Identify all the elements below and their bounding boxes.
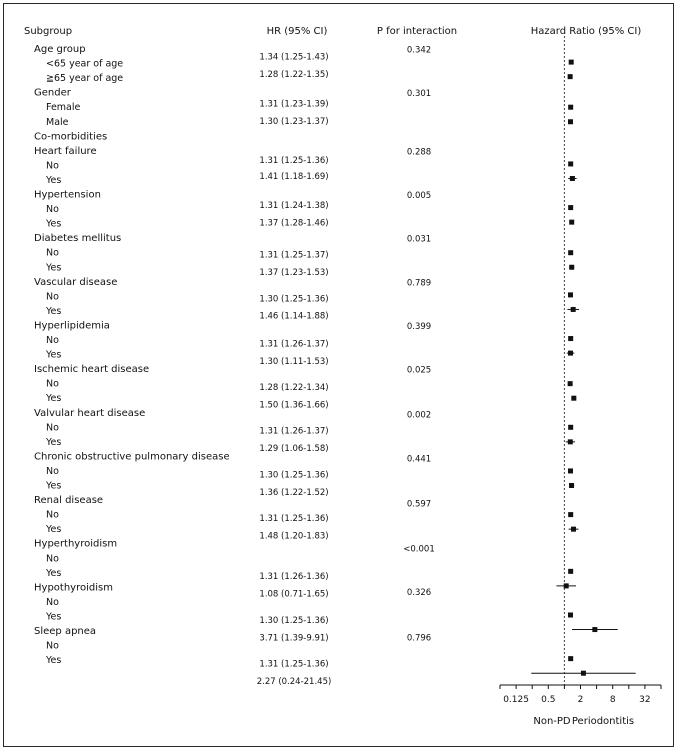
- subgroup-label: Yes: [46, 567, 62, 579]
- hr-point-marker: [569, 265, 574, 270]
- subgroup-label: ≧65 year of age: [46, 73, 124, 85]
- hr-ci-value: 1.30 (1.25-1.36): [259, 615, 329, 626]
- p-interaction-value: 0.441: [406, 454, 432, 465]
- p-interaction-value: 0.342: [406, 45, 432, 56]
- group-label: Gender: [34, 87, 71, 99]
- group-label: Hypothyroidism: [34, 582, 113, 594]
- subgroup-label: Yes: [46, 436, 62, 448]
- hr-ci-value: 1.37 (1.28-1.46): [259, 218, 329, 229]
- hr-point-marker: [569, 60, 574, 65]
- p-interaction-value: <0.001: [403, 544, 435, 555]
- hr-point-marker: [568, 250, 573, 255]
- subgroup-label: Yes: [46, 349, 62, 361]
- group-label: Valvular heart disease: [34, 407, 146, 419]
- hr-point-marker: [568, 425, 573, 430]
- hr-ci-value: 1.30 (1.23-1.37): [259, 116, 329, 127]
- header-hr: HR (95% CI): [266, 26, 328, 37]
- hr-ci-value: 1.31 (1.25-1.36): [259, 513, 329, 524]
- p-interaction-value: 0.789: [406, 278, 432, 289]
- hr-ci-value: 1.28 (1.22-1.35): [259, 70, 329, 81]
- hr-ci-value: 1.28 (1.22-1.34): [259, 383, 329, 394]
- hr-point-marker: [564, 583, 569, 588]
- p-interaction-value: 0.796: [406, 633, 432, 644]
- p-interaction-value: 0.326: [406, 588, 432, 599]
- subgroup-label: No: [46, 160, 59, 172]
- subgroup-label: No: [46, 247, 59, 259]
- x-label-left: Non-PD: [533, 716, 571, 727]
- subgroup-label: No: [46, 596, 59, 608]
- subgroup-label: Yes: [46, 218, 62, 230]
- hr-point-marker: [570, 176, 575, 181]
- header-subgroup: Subgroup: [24, 26, 73, 37]
- hr-ci-value: 1.31 (1.26-1.37): [259, 426, 329, 437]
- hr-ci-value: 1.31 (1.25-1.37): [259, 250, 329, 261]
- hr-ci-value: 1.48 (1.20-1.83): [259, 531, 329, 542]
- header-plot-title: Hazard Ratio (95% CI): [530, 26, 642, 37]
- group-label: Hyperlipidemia: [34, 320, 110, 332]
- hr-point-marker: [569, 220, 574, 225]
- subgroup-label: No: [46, 553, 59, 565]
- p-interaction-value: 0.399: [406, 321, 432, 332]
- subgroup-label: Yes: [46, 480, 62, 492]
- group-label: Hyperthyroidism: [34, 538, 118, 550]
- hr-ci-value: 1.31 (1.24-1.38): [259, 201, 329, 212]
- group-label: Diabetes mellitus: [34, 233, 122, 245]
- hr-column: [257, 53, 332, 687]
- subgroup-label: No: [46, 465, 59, 477]
- hr-ci-value: 1.31 (1.25-1.36): [259, 659, 329, 670]
- hr-point-marker: [571, 307, 576, 312]
- hr-point-marker: [581, 671, 586, 676]
- hr-ci-value: 1.34 (1.25-1.43): [259, 52, 329, 63]
- subgroup-label: Yes: [46, 524, 62, 536]
- hr-point-marker: [568, 205, 573, 210]
- hr-point-marker: [568, 656, 573, 661]
- hr-point-marker: [571, 396, 576, 401]
- x-axis: [500, 685, 661, 727]
- subgroup-label: No: [46, 204, 59, 216]
- hr-point-marker: [568, 512, 573, 517]
- group-label: Sleep apnea: [34, 626, 97, 637]
- subgroup-label: Yes: [46, 305, 62, 317]
- hr-point-marker: [568, 74, 573, 79]
- x-label-right: Periodontitis: [571, 716, 635, 727]
- subgroup-label: No: [46, 509, 59, 521]
- p-interaction-value: 0.002: [406, 410, 432, 421]
- hr-ci-value: 1.41 (1.18-1.69): [259, 172, 329, 183]
- hr-point-marker: [568, 292, 573, 297]
- subgroup-label: <65 year of age: [46, 58, 124, 70]
- hr-ci-value: 1.46 (1.14-1.88): [259, 311, 329, 322]
- hr-point-marker: [569, 483, 574, 488]
- hr-point-marker: [592, 627, 597, 632]
- hr-point-marker: [568, 439, 573, 444]
- group-label: Renal disease: [34, 495, 104, 507]
- hr-ci-value: 1.30 (1.11-1.53): [259, 356, 329, 367]
- subgroup-label: No: [46, 335, 59, 346]
- hr-point-marker: [568, 161, 573, 166]
- subgroup-label: Yes: [46, 655, 62, 667]
- p-interaction-value: 0.301: [406, 89, 432, 100]
- hr-point-marker: [568, 468, 573, 473]
- hr-ci-value: 2.27 (0.24-21.45): [256, 676, 332, 687]
- p-interaction-value: 0.005: [406, 190, 432, 201]
- subgroup-label: Yes: [46, 262, 62, 274]
- group-label: Ischemic heart disease: [34, 364, 150, 376]
- figure-frame: [3, 3, 674, 747]
- group-label: Chronic obstructive pulmonary disease: [34, 451, 230, 463]
- p-interaction-value: 0.597: [406, 499, 432, 510]
- subgroup-label: Yes: [46, 611, 62, 623]
- hr-point-marker: [568, 336, 573, 341]
- hr-ci-value: 1.37 (1.23-1.53): [259, 268, 329, 279]
- hr-point-marker: [568, 569, 573, 574]
- subgroup-label: Male: [46, 116, 69, 128]
- subgroup-label: Yes: [46, 393, 62, 405]
- group-label: Co-morbidities: [34, 131, 108, 143]
- hr-ci-value: 1.31 (1.25-1.36): [259, 156, 329, 167]
- group-label: Vascular disease: [34, 276, 118, 288]
- subgroup-label: No: [46, 378, 59, 390]
- hr-point-marker: [568, 119, 573, 124]
- hr-point-marker: [568, 351, 573, 356]
- subgroup-label: No: [46, 640, 59, 652]
- x-tick-label: 32: [639, 695, 651, 705]
- hr-ci-value: 1.50 (1.36-1.66): [259, 400, 329, 411]
- hr-ci-value: 3.71 (1.39-9.91): [259, 633, 329, 644]
- hr-ci-value: 1.31 (1.23-1.39): [259, 99, 329, 110]
- hr-ci-value: 1.30 (1.25-1.36): [259, 470, 329, 481]
- x-tick-label: 0.125: [503, 695, 529, 705]
- hr-ci-value: 1.31 (1.26-1.36): [259, 572, 329, 583]
- subgroup-labels: [34, 44, 230, 666]
- p-interaction-value: 0.031: [406, 234, 432, 245]
- subgroup-label: Yes: [46, 174, 62, 186]
- group-label: Age group: [34, 44, 86, 55]
- hr-point-marker: [568, 105, 573, 110]
- subgroup-label: No: [46, 422, 59, 434]
- hr-point-marker: [568, 612, 573, 617]
- x-tick-label: 2: [577, 695, 584, 705]
- hr-ci-value: 1.36 (1.22-1.52): [259, 487, 329, 498]
- subgroup-label: Female: [46, 102, 81, 114]
- p-interaction-value: 0.288: [406, 147, 432, 158]
- subgroup-label: No: [46, 291, 59, 303]
- p-interaction-value: 0.025: [406, 365, 432, 376]
- x-tick-label: 0.5: [541, 695, 556, 705]
- hr-ci-value: 1.29 (1.06-1.58): [259, 444, 329, 455]
- hr-point-marker: [571, 527, 576, 532]
- p-column: [403, 45, 434, 643]
- hr-ci-value: 1.30 (1.25-1.36): [259, 294, 329, 305]
- forest-plot: [4, 4, 675, 748]
- forest-marks: [531, 36, 635, 685]
- hr-ci-value: 1.31 (1.26-1.37): [259, 339, 329, 350]
- hr-point-marker: [568, 381, 573, 386]
- header-p-interaction: P for interaction: [376, 26, 458, 37]
- group-label: Heart failure: [34, 145, 97, 157]
- x-tick-label: 8: [609, 695, 616, 705]
- hr-ci-value: 1.08 (0.71-1.65): [259, 589, 329, 600]
- group-label: Hypertension: [34, 189, 101, 201]
